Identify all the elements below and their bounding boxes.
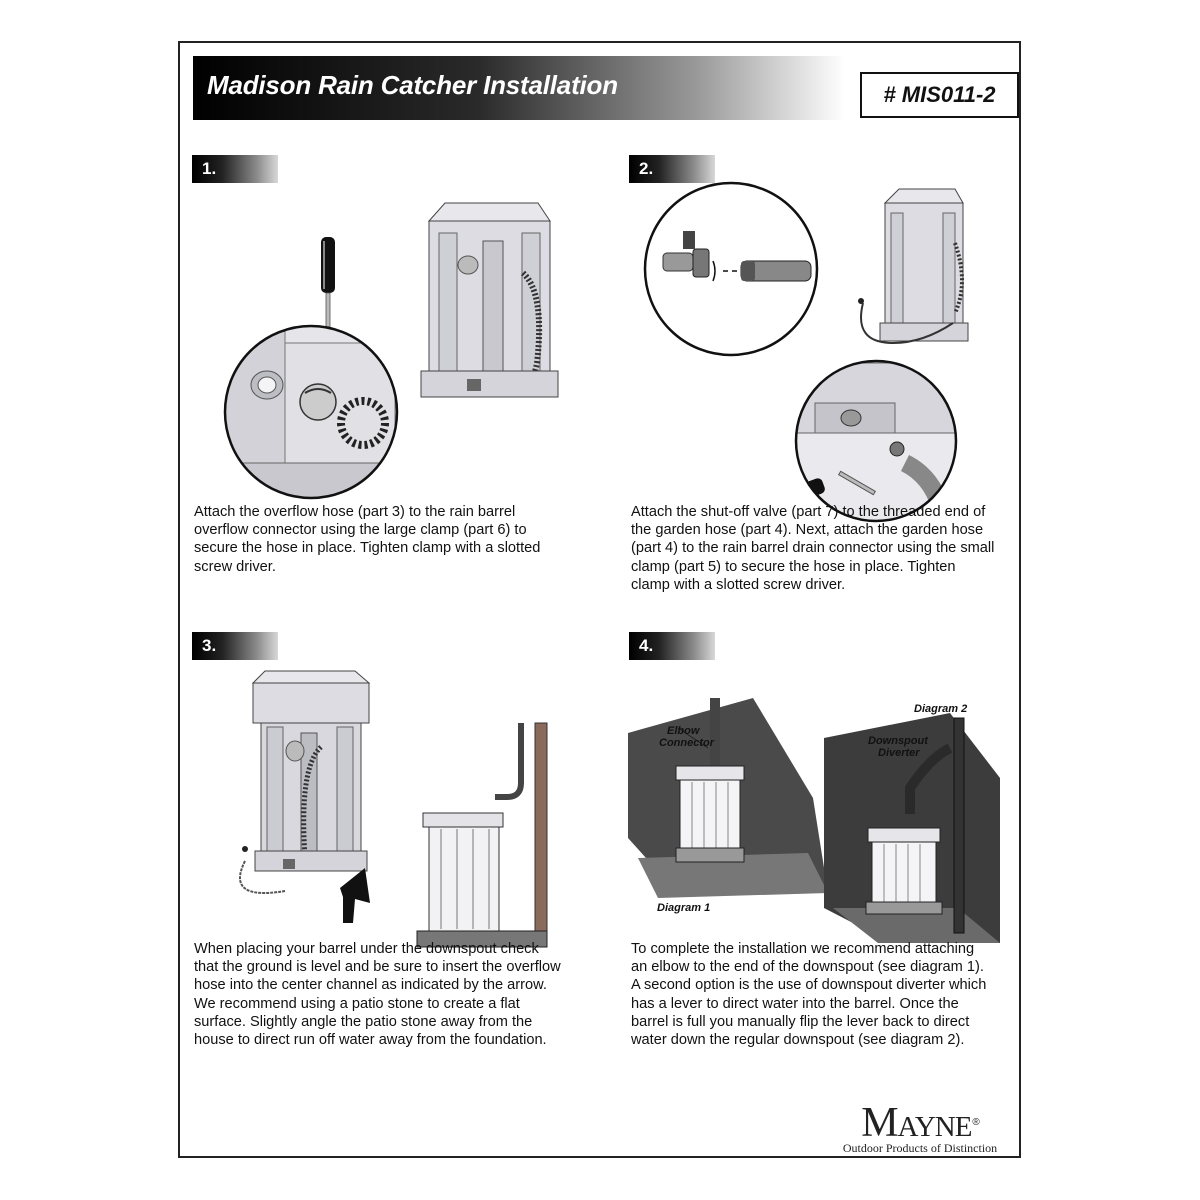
step-4-line: water down the regular downspout (see diagram 2). [631,1032,965,1049]
rain-barrel-drawing [240,671,370,923]
step-1-line: screw driver. [194,558,276,575]
step-2-line: (part 4) to the rain barrel drain connector using the small [631,540,995,557]
step-3-line: We recommend using a patio stone to create a flat [194,995,520,1012]
step-2-line: clamp (part 5) to secure the hose in place. Tighten [631,558,956,575]
step-3-line: house to direct run off water away from the foundation. [194,1032,547,1049]
step-4-number: 4. [639,636,654,655]
rain-barrel-drawing [858,189,968,343]
step-3-line: hose into the center channel as indicated by the arrow. [194,977,547,994]
step-4-line: A second option is the use of downspout diverter which [631,977,987,994]
instruction-sheet [178,41,1021,1158]
step-1-line: overflow connector using the large clamp (part 6) to [194,522,527,539]
step-2-description [631,503,994,594]
step-4-line: an elbow to the end of the downspout (see diagram 1). [631,959,984,976]
diagram-1-label: Diagram 1 [657,902,711,914]
diagram-2-label: Diagram 2 [914,703,968,715]
clamp-detail-magnifier [225,323,405,503]
step-3-number: 3. [202,636,217,655]
valve-detail-magnifier [645,183,817,355]
step-3-badge [192,632,278,660]
step-4-badge [629,632,715,660]
step-3-line: surface. Slightly angle the patio stone away from the [194,1013,533,1030]
page-title: Madison Rain Catcher Installation [207,70,618,100]
step-2-number: 2. [639,159,654,178]
downspout-diverter-label: Downspout [868,735,928,747]
step-4-illustration [628,658,1008,958]
document-number: # MIS011-2 [860,72,1019,118]
step-2-illustration [635,163,1020,503]
step-2-line: clamp with a slotted screw driver. [631,576,846,593]
logo-tagline: Outdoor Products of Distinction [842,1141,998,1155]
step-2-line: the garden hose (part 4). Next, attach the garden hose [631,522,984,539]
step-1-line: secure the hose in place. Tighten clamp with a slotted [194,540,541,557]
step-2-line: Attach the shut-off valve (part 7) to the threaded end of [631,504,986,520]
diagram-2-downspout-diverter [824,703,1000,943]
step-3-illustration [205,663,595,953]
header-bar [193,56,1008,120]
registered-mark: ® [972,1117,979,1128]
step-1-line: Attach the overflow hose (part 3) to the rain barrel [194,504,516,520]
diagram-1-elbow-connector [628,698,828,914]
elbow-connector-label: Elbow [667,725,700,737]
mayne-logo [835,1100,1005,1156]
step-4-line: To complete the installation we recommend attaching [631,941,975,957]
step-4-description [631,940,986,1049]
rain-barrel-drawing [421,203,558,397]
step-3-line: When placing your barrel under the downspout check [194,941,539,957]
logo-wordmark: Mayne [861,1100,972,1146]
barrel-under-downspout-drawing [417,723,547,947]
step-4-line: barrel is full you manually flip the lever back to direct [631,1013,970,1030]
step-1-number: 1. [202,159,217,178]
step-1-illustration [205,163,575,503]
downspout-diverter-label: Diverter [878,747,920,759]
step-3-line: that the ground is level and be sure to insert the overflow [194,959,561,976]
step-4-line: has a lever to direct water into the barrel. Once the [631,995,959,1012]
step-3-description [194,940,561,1049]
elbow-connector-label: Connector [659,737,714,749]
step-1-description [194,503,540,576]
